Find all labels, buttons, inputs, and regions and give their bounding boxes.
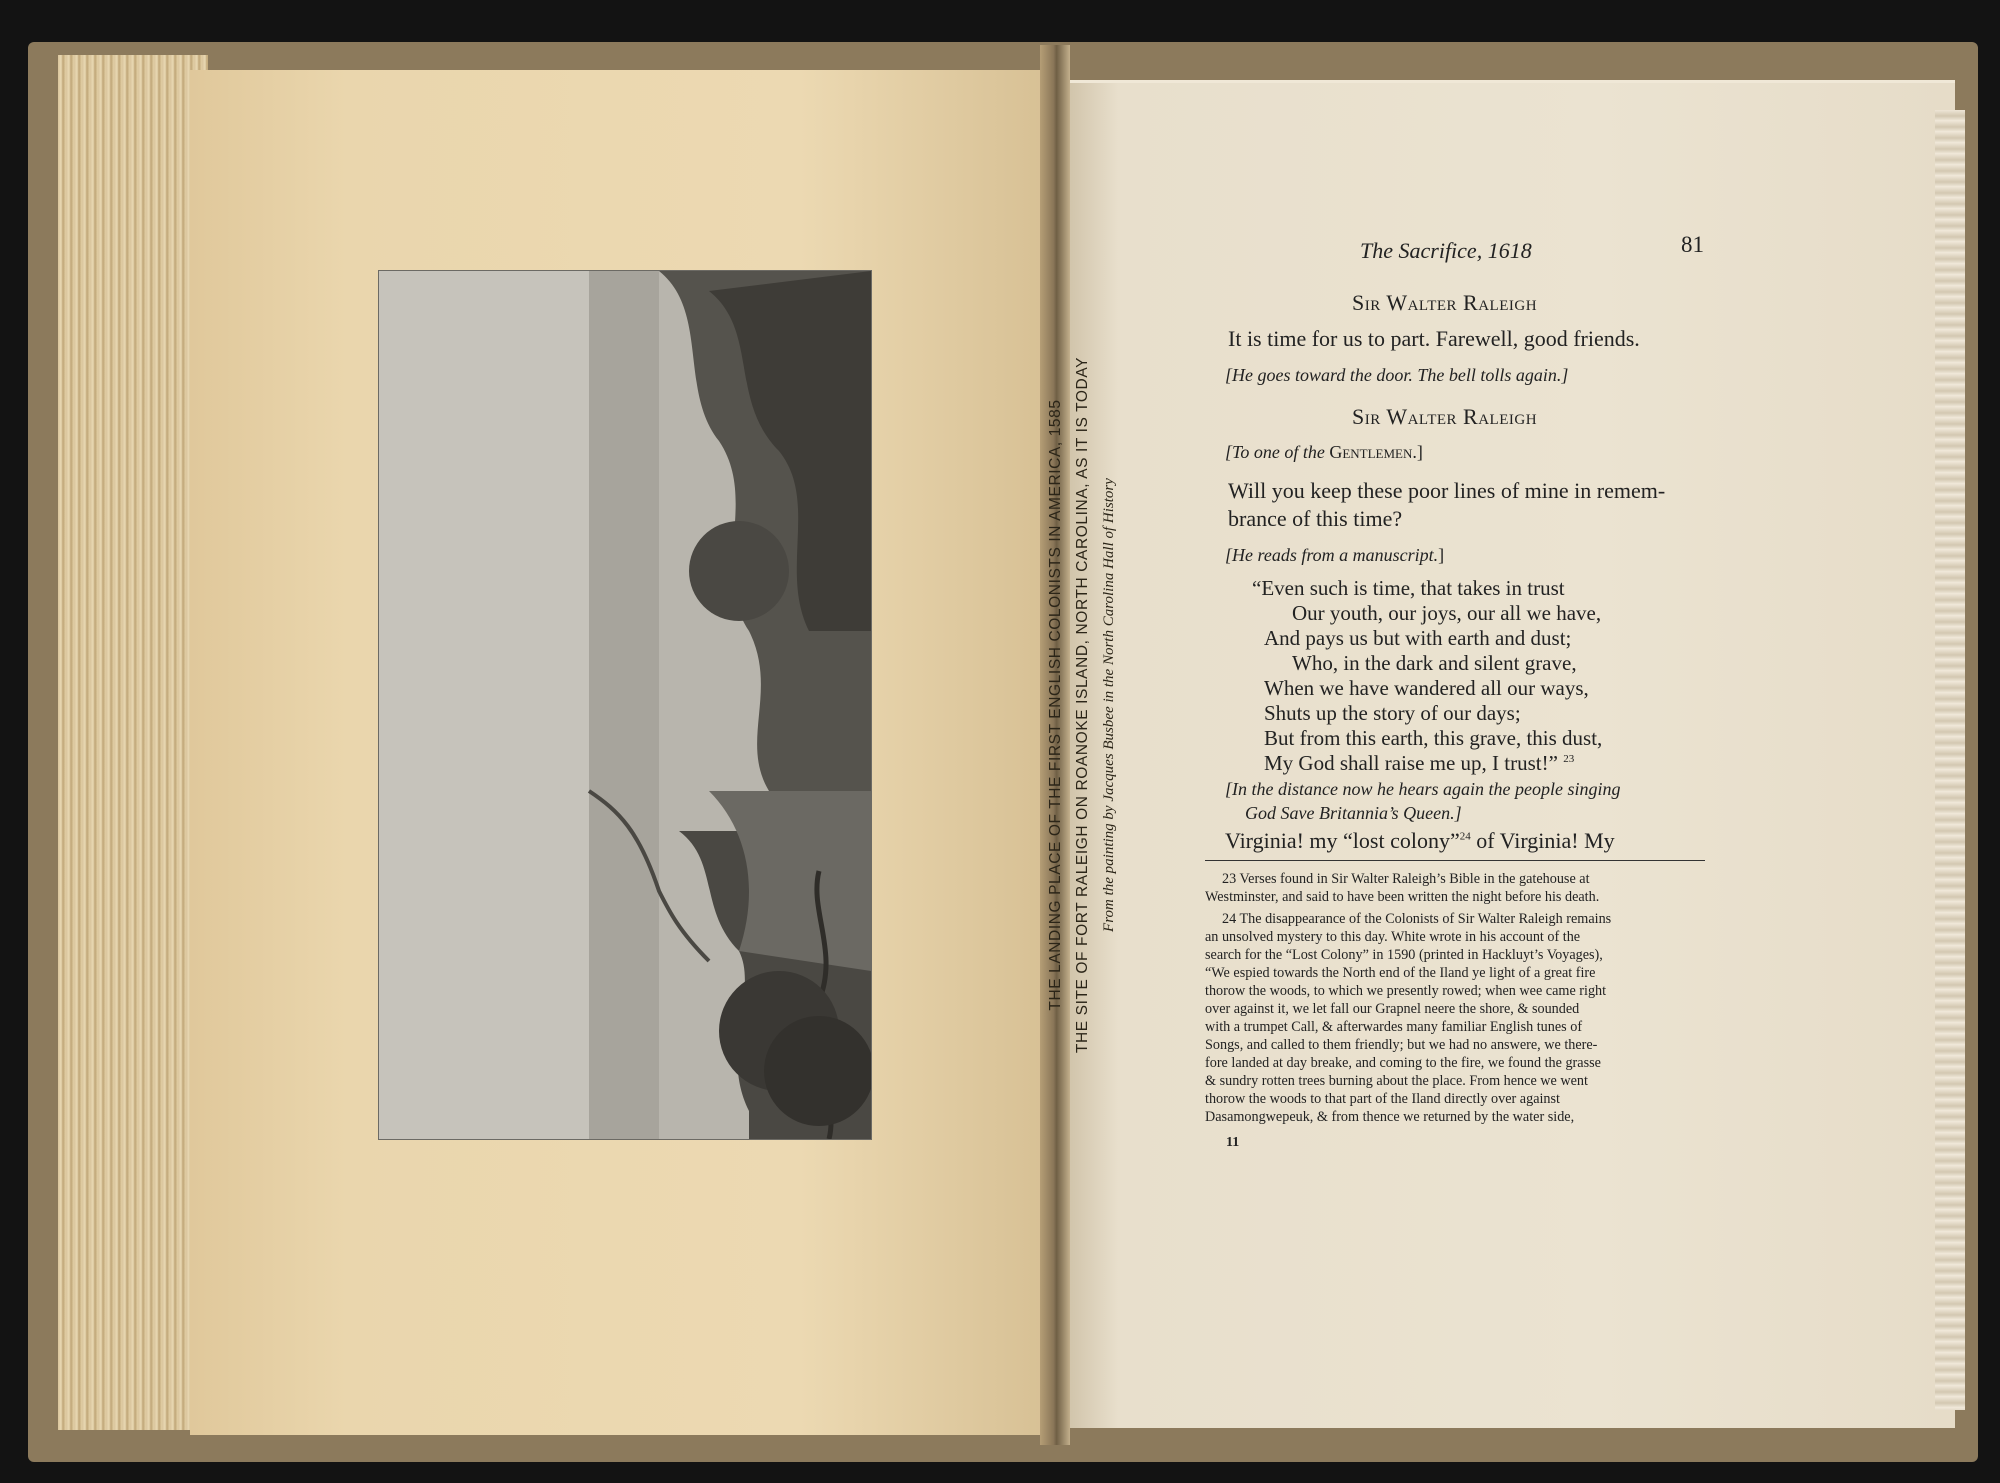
caption-line-1: THE LANDING PLACE OF THE FIRST ENGLISH COLONISTS IN AMERICA, 1585 xyxy=(1047,399,1064,1011)
footnote-rule xyxy=(1205,860,1705,861)
stage-direction-2 xyxy=(1225,442,1423,463)
footnote-line: “We espied towards the North end of the Iland ye light of a great fire xyxy=(1205,965,1596,981)
footnote-ref-23: 23 xyxy=(1563,753,1575,765)
landscape-photo xyxy=(378,270,872,1140)
stage-direction-3-text: [He reads from a manuscript. xyxy=(1225,545,1439,565)
footnote-line: an unsolved mystery to this day. White wrote in his account of the xyxy=(1205,929,1581,945)
footnote-line: 24 The disappearance of the Colonists of Sir Walter Raleigh remains xyxy=(1222,911,1612,927)
running-title: The Sacrifice, 1618 xyxy=(1360,238,1532,263)
verse-line-7: But from this earth, this grave, this dust, xyxy=(1264,726,1603,750)
stage-direction-4-line-2: God Save Britannia’s Queen.] xyxy=(1245,803,1462,823)
verse-line-5: When we have wandered all our ways, xyxy=(1264,676,1589,700)
speaker-name-2: Sir Walter Raleigh xyxy=(1352,404,1538,429)
page-edges xyxy=(58,55,208,1430)
footnote-line: Songs, and called to them friendly; but we had no answere, we there- xyxy=(1205,1037,1598,1053)
footnote-line: with a trumpet Call, & afterwardes many familiar English tunes of xyxy=(1205,1019,1583,1035)
stage-direction-2-text: [To one of the xyxy=(1225,442,1325,462)
page-number: 81 xyxy=(1681,232,1704,257)
dialogue-line-3-start: Virginia! my “lost colony” xyxy=(1225,828,1460,853)
signature-mark: 11 xyxy=(1226,1135,1240,1150)
footnote-line: search for the “Lost Colony” in 1590 (printed in Hackluyt’s Voyages), xyxy=(1205,947,1603,963)
verse-line-4: Who, in the dark and silent grave, xyxy=(1292,651,1577,675)
footnote-line: Dasamongwepeuk, & from thence we returned by the water side, xyxy=(1205,1109,1575,1125)
footnote-line: thorow the woods, to which we presently rowed; when wee came right xyxy=(1205,983,1607,999)
verse-line-6: Shuts up the story of our days; xyxy=(1264,701,1521,725)
footnote-line: fore landed at day breake, and coming to the fire, we found the grasse xyxy=(1205,1055,1601,1071)
footnote-line: 23 Verses found in Sir Walter Raleigh’s Bible in the gatehouse at xyxy=(1222,871,1590,887)
verse-line-3: And pays us but with earth and dust; xyxy=(1264,626,1572,650)
verse-line-1: “Even such is time, that takes in trust xyxy=(1252,576,1565,600)
dialogue-line-3-end: of Virginia! My xyxy=(1470,828,1615,853)
dialogue-line-3 xyxy=(1225,828,1615,854)
footnote-line: thorow the woods to that part of the Iland directly over against xyxy=(1205,1091,1560,1107)
stage-direction-1: [He goes toward the door. The bell tolls again.] xyxy=(1225,365,1569,385)
dialogue-line-2a: Will you keep these poor lines of mine in remem- xyxy=(1228,478,1666,503)
right-page-edges xyxy=(1935,110,1965,1410)
stage-direction-2-gentlemen: Gentlemen.] xyxy=(1329,442,1423,462)
verse-line-2: Our youth, our joys, our all we have, xyxy=(1292,601,1602,625)
stage-direction-4-line-1: [In the distance now he hears again the people singing xyxy=(1225,779,1621,799)
caption-line-2: THE SITE OF FORT RALEIGH ON ROANOKE ISLAND, NORTH CAROLINA, AS IT IS TODAY xyxy=(1074,356,1091,1054)
stage-direction-3-bracket: ] xyxy=(1438,545,1445,565)
footnote-ref-24: 24 xyxy=(1459,830,1471,843)
speaker-name-1: Sir Walter Raleigh xyxy=(1352,290,1538,315)
footnote-line: & sundry rotten trees burning about the place. From hence we went xyxy=(1205,1073,1588,1089)
photo-caption xyxy=(1042,325,1122,1085)
dialogue-line-2b: brance of this time? xyxy=(1228,506,1403,531)
verse-line-8-text: My God shall raise me up, I trust!” xyxy=(1264,751,1558,775)
footnote-line: Westminster, and said to have been written the night before his death. xyxy=(1205,889,1600,905)
caption-credit: From the painting by Jacques Busbee in the North Carolina Hall of History xyxy=(1101,478,1117,932)
footnote-line: over against it, we let fall our Grapnel neere the shore, & sounded xyxy=(1205,1001,1580,1017)
stage-direction-3 xyxy=(1225,545,1444,566)
dialogue-line-1: It is time for us to part. Farewell, good friends. xyxy=(1228,326,1640,351)
verse-line-8 xyxy=(1264,751,1574,776)
